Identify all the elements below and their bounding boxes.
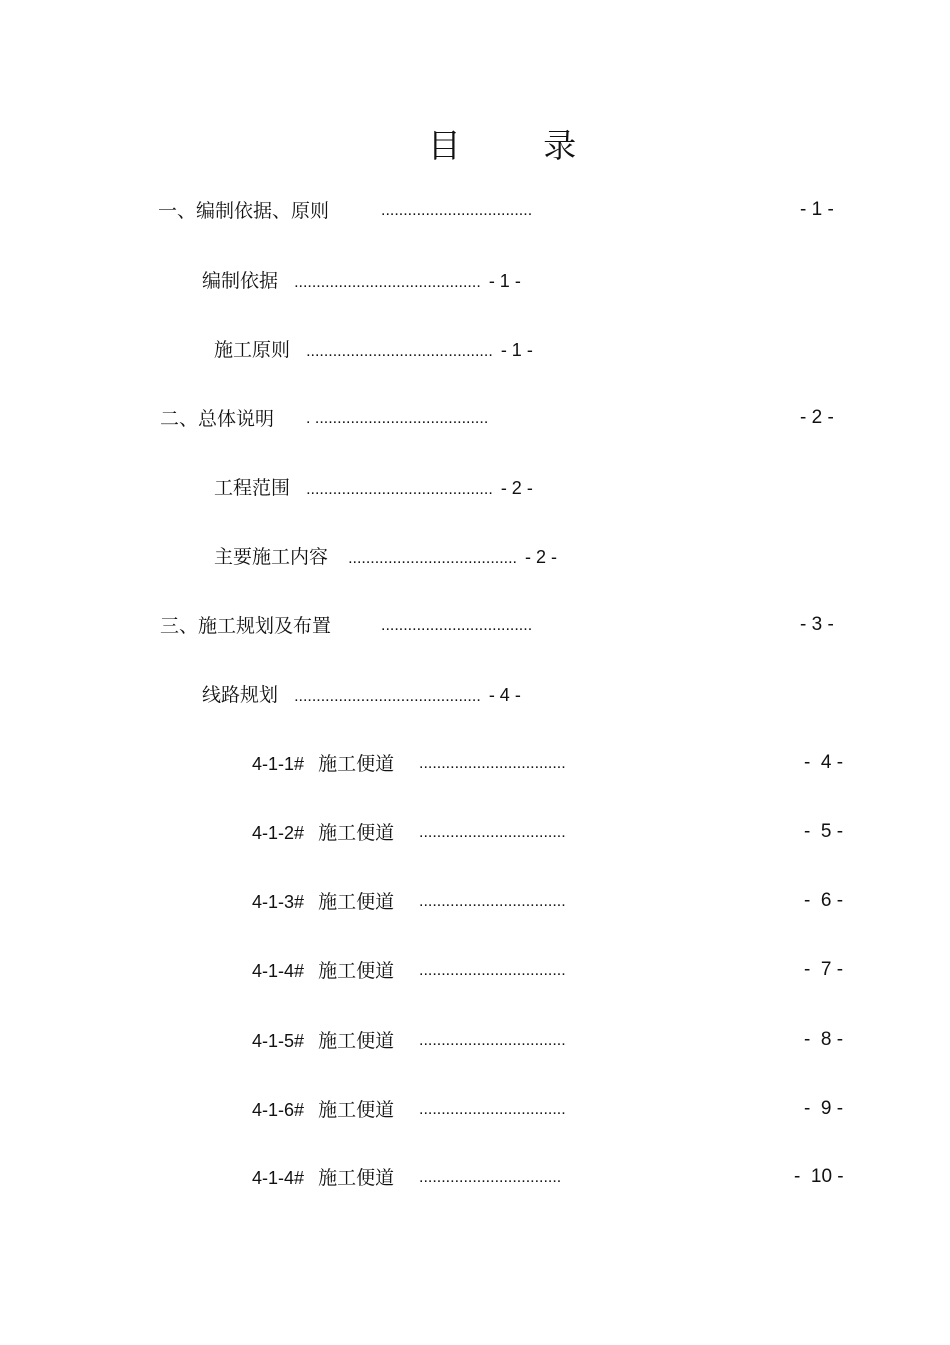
toc-entry-road-6[interactable]	[252, 1098, 566, 1122]
toc-leader-dots: .................................	[419, 1101, 566, 1118]
toc-entry-2[interactable]	[160, 407, 489, 431]
toc-entry-code: 4-1-3#	[252, 892, 305, 912]
toc-page-number: - 2 -	[500, 478, 533, 498]
toc-entry-3-1[interactable]	[202, 683, 521, 709]
toc-page-number: - 1 -	[488, 271, 521, 291]
toc-entry-label: 施工便道	[318, 960, 395, 982]
toc-page-number: - 4 -	[488, 685, 521, 705]
toc-entry-road-4[interactable]	[252, 959, 566, 983]
toc-page-number: - 7 -	[804, 959, 844, 980]
toc-entry-code: 4-1-5#	[252, 1031, 305, 1051]
toc-leader-dots: .................................	[419, 755, 566, 772]
toc-entry-2-2[interactable]	[214, 545, 557, 571]
toc-leader-dots: .................................	[419, 893, 566, 910]
toc-leader-dots: .................................	[419, 824, 566, 841]
toc-entry-label: 一、编制依据、原则	[158, 200, 330, 222]
toc-title: 目 录	[427, 126, 613, 165]
toc-entry-label: 施工便道	[318, 1030, 395, 1052]
toc-entry-road-2[interactable]	[252, 821, 566, 845]
toc-leader-dots: ..........................................	[294, 274, 481, 291]
toc-leader-dots: ......................................	[348, 550, 517, 567]
toc-entry-1[interactable]	[158, 199, 533, 223]
toc-entry-label: 三、施工规划及布置	[160, 615, 332, 637]
toc-entry-road-3[interactable]	[252, 890, 566, 914]
toc-entry-label: 线路规划	[202, 684, 279, 706]
toc-entry-label: 工程范围	[214, 477, 291, 499]
toc-leader-dots: ................................	[419, 1169, 562, 1186]
toc-page-number: - 10 -	[794, 1166, 844, 1187]
toc-entry-road-5[interactable]	[252, 1029, 566, 1053]
toc-leader-dots: .................................	[419, 1032, 566, 1049]
toc-entry-code: 4-1-4#	[252, 961, 305, 981]
toc-entry-1-1[interactable]	[202, 269, 521, 295]
toc-entry-label: 主要施工内容	[214, 546, 329, 568]
toc-entry-road-1[interactable]	[252, 752, 566, 776]
toc-entry-label: 施工便道	[318, 891, 395, 913]
toc-leader-dots: ..................................	[381, 202, 533, 219]
toc-entry-code: 4-1-4#	[252, 1168, 305, 1188]
toc-entry-label: 施工原则	[214, 339, 291, 361]
toc-page-number: - 5 -	[804, 821, 844, 842]
toc-entry-label: 施工便道	[318, 1099, 395, 1121]
toc-leader-dots: .................................	[419, 962, 566, 979]
toc-entry-label: 施工便道	[318, 822, 395, 844]
toc-leader-dots: ..........................................	[306, 343, 493, 360]
toc-leader-dots: ..........................................	[306, 481, 493, 498]
toc-entry-3[interactable]	[160, 614, 533, 638]
toc-entry-label: 二、总体说明	[160, 408, 275, 430]
toc-leader-dots: ..........................................	[294, 688, 481, 705]
toc-page-number: - 9 -	[804, 1098, 844, 1119]
toc-page-number: - 4 -	[804, 752, 844, 773]
toc-page-number: - 1 -	[500, 340, 533, 360]
toc-leader-dots: . .......................................	[306, 410, 489, 427]
toc-entry-road-7[interactable]	[252, 1166, 562, 1190]
toc-page-number: - 3 -	[800, 614, 834, 635]
toc-entry-code: 4-1-2#	[252, 823, 305, 843]
toc-entry-2-1[interactable]	[214, 476, 533, 502]
toc-page-number: - 2 -	[800, 407, 834, 428]
toc-entry-code: 4-1-1#	[252, 754, 305, 774]
toc-leader-dots: ..................................	[381, 617, 533, 634]
toc-entry-label: 编制依据	[202, 270, 279, 292]
toc-page-number: - 2 -	[525, 547, 558, 567]
toc-page-number: - 6 -	[804, 890, 844, 911]
toc-entry-1-2[interactable]	[214, 338, 533, 364]
toc-entry-label: 施工便道	[318, 1167, 395, 1189]
toc-entry-code: 4-1-6#	[252, 1100, 305, 1120]
toc-page-number: - 8 -	[804, 1029, 844, 1050]
toc-page-number: - 1 -	[800, 199, 834, 220]
toc-entry-label: 施工便道	[318, 753, 395, 775]
